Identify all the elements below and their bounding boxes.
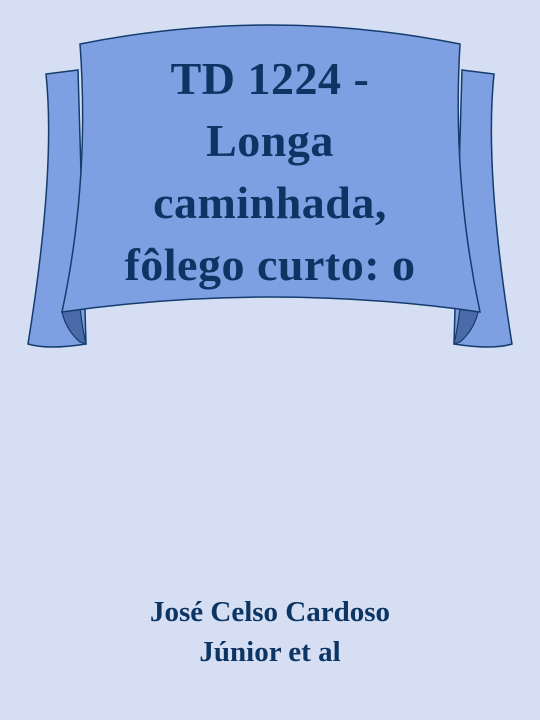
title-line: TD 1224 - — [170, 53, 370, 104]
book-title — [80, 48, 460, 296]
title-line: Longa — [206, 115, 334, 166]
author-line: José Celso Cardoso — [149, 596, 391, 628]
author-line: Júnior et al — [199, 636, 341, 668]
title-line: caminhada, — [153, 177, 387, 228]
book-author — [40, 592, 500, 672]
title-line: fôlego curto: o — [124, 239, 416, 290]
